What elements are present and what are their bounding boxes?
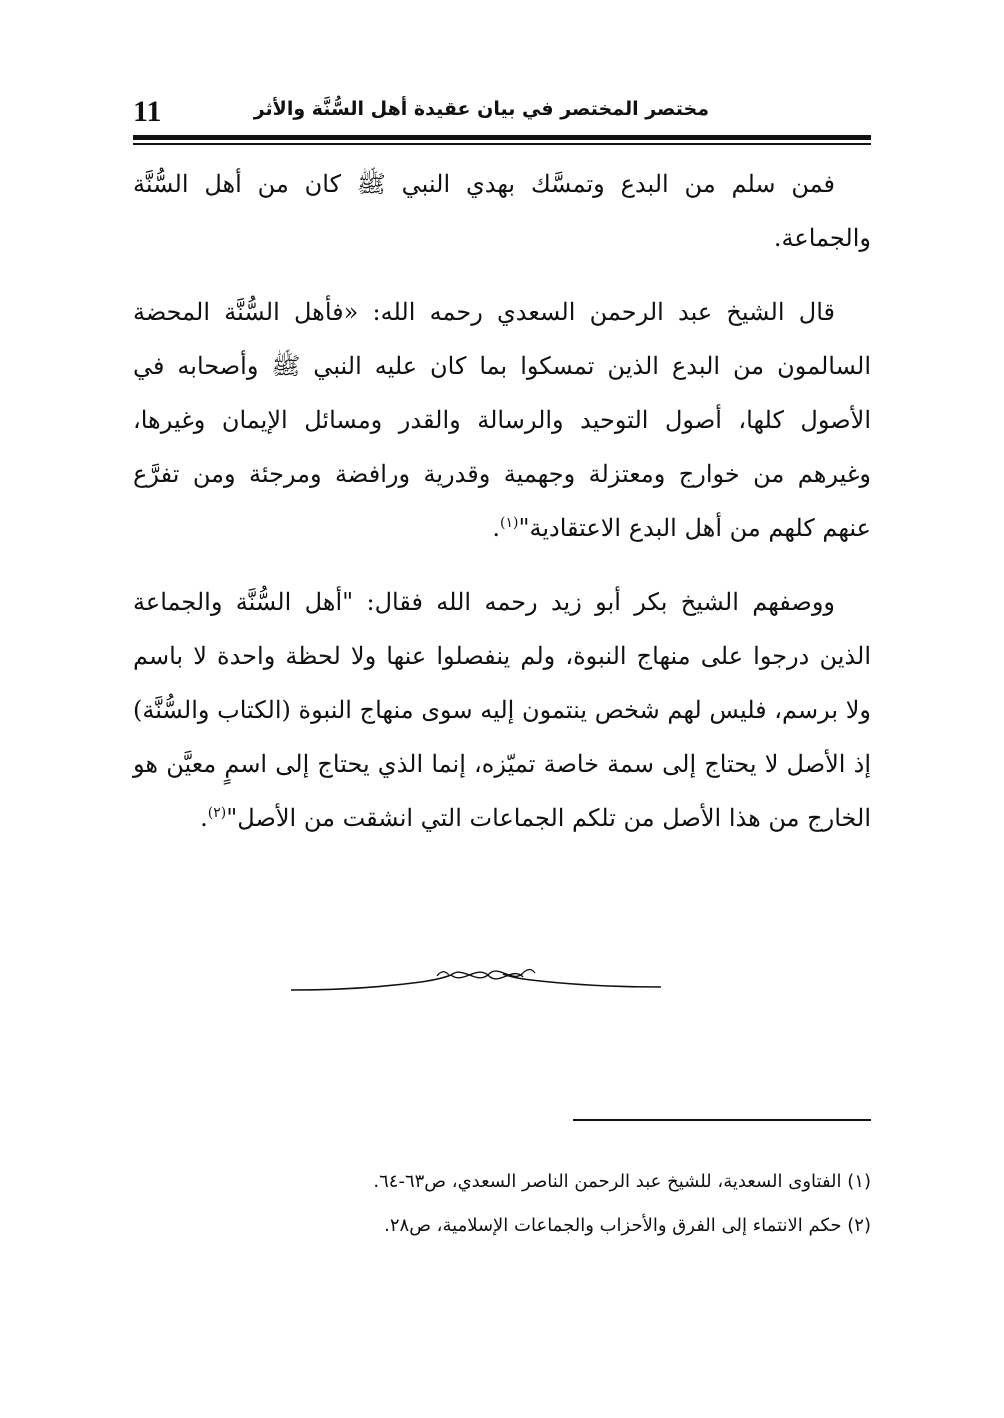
footnote-separator — [573, 1119, 871, 1121]
book-page — [133, 0, 871, 1418]
footnote-1: (١) الفتاوى السعدية، للشيخ عبد الرحمن الناصر السعدي، ص٦٣-٦٤. — [373, 1171, 871, 1192]
header-rule-thin — [133, 143, 871, 145]
main-text — [133, 157, 871, 845]
paragraph-2-text: قال الشيخ عبد الرحمن السعدي رحمه الله: «فأهل السُّنَّة المحضة السالمون من البدع الذين تمسكوا بما كان عليه النبي ﷺ وأصحابه في الأصول كلها، أصول التوحيد والرسالة والقدر ومسائل الإيمان وغيرها، وغيرهم من خوارج ومعتزلة وجهمية وقدرية ورافضة ومرجئة ومن تفرَّع عنهم كلهم من أهل البدع الاعتقادية" — [133, 298, 871, 542]
page-number: 11 — [133, 95, 162, 128]
header-rule-thick — [133, 135, 871, 140]
paragraph-3 — [133, 575, 871, 845]
footnotes — [133, 1160, 871, 1248]
paragraph-1-text: فمن سلم من البدع وتمسَّك بهدي النبي ﷺ كان من أهل السُّنَّة والجماعة. — [133, 170, 871, 252]
paragraph-1 — [133, 157, 871, 265]
paragraph-2-end: . — [492, 514, 500, 542]
footnote-ref-2[interactable]: (٢) — [207, 805, 227, 821]
paragraph-3-text: ووصفهم الشيخ بكر أبو زيد رحمه الله فقال: "أهل السُّنَّة والجماعة الذين درجوا على منهاج النبوة، ولم ينفصلوا عنها ولا لحظة واحدة لا باسم ولا برسم، فليس لهم شخص ينتمون إليه سوى منهاج النبوة (الكتاب والسُّنَّة) إذ الأصل لا يحتاج إلى سمة خاصة تميّزه، إنما الذي يحتاج إلى اسمٍ معيَّن هو الخارج من هذا الأصل من تلكم الجماعات التي انشقت من الأصل" — [133, 588, 871, 832]
paragraph-3-end: . — [200, 804, 208, 832]
footnote-2: (٢) حكم الانتماء إلى الفرق والأحزاب والجماعات الإسلامية، ص٢٨. — [384, 1215, 871, 1236]
divider-ornament-icon — [291, 960, 661, 1010]
running-title: مختصر المختصر في بيان عقيدة أهل السُّنَّة والأثر — [253, 98, 709, 120]
paragraph-2 — [133, 285, 871, 555]
footnote-ref-1[interactable]: (١) — [499, 515, 519, 531]
page-header — [133, 88, 871, 136]
